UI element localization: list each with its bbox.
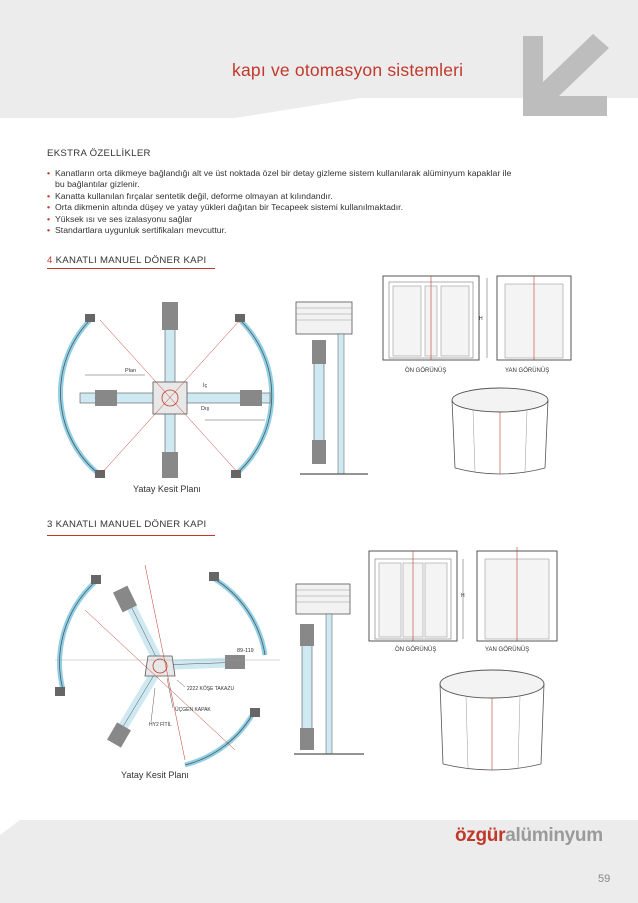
section2-rule: [47, 535, 215, 536]
label-89-119: 89-119: [237, 648, 254, 654]
section1-height-mark: H: [479, 316, 483, 322]
three-wing-section-drawing: [290, 578, 370, 776]
section2-front-view: ÖN GÖRÜNÜŞ: [395, 647, 437, 653]
section2-height-mark: H: [461, 593, 465, 599]
four-wing-perspective: [443, 380, 563, 480]
feature-item: • Kanatların orta dikmeye bağlandığı alt ve üst noktada özel bir detay gizleme sistem kullanılarak alüminyum kapaklar ile bu bağlantılar gizlenir.: [47, 168, 517, 191]
label-kose-takazu: 2222 KÖŞE TAKAZU: [187, 686, 235, 692]
section1-front-view: ÖN GÖRÜNÜŞ: [405, 368, 447, 374]
label-ucgen-kapak: ÜÇGEN KAPAK: [175, 707, 211, 713]
brand-part2: alüminyum: [505, 825, 603, 846]
brand-part1: özgür: [455, 825, 506, 846]
features-list: [47, 168, 517, 236]
section1-heading: [47, 255, 207, 266]
arrow-down-left-icon: [515, 30, 620, 122]
dis-label: Dış: [201, 406, 210, 412]
three-wing-plan-drawing: [45, 560, 290, 785]
four-wing-plan-drawing: [45, 280, 295, 500]
feature-item: • Standartlara uygunluk sertifikaları mevcuttur.: [47, 225, 517, 236]
page-number: 59: [598, 873, 611, 885]
four-wing-section-drawing: [290, 292, 375, 490]
ic-label: İç: [203, 383, 208, 389]
feature-item: • Yüksek ısı ve ses izalasyonu sağlar: [47, 214, 517, 225]
three-wing-perspective: [432, 660, 557, 778]
brand-logo: [455, 825, 603, 847]
section1-title: KANATLI MANUEL DÖNER KAPI: [52, 255, 207, 266]
feature-item: • Kanatta kullanılan fırçalar sentetik değil, deforme olmayan at kılındandır.: [47, 191, 517, 202]
page-title: kapı ve otomasyon sistemleri: [232, 60, 464, 80]
section2-heading: 3 KANATLI MANUEL DÖNER KAPI: [47, 519, 207, 530]
feature-item: • Orta dikmenin altında düşey ve yatay yükleri dağıtan bir Tecapeek sistemi kullanılmaktadır.: [47, 202, 517, 213]
plan-label: Plan: [125, 368, 137, 374]
four-wing-elevations: [375, 272, 575, 380]
three-wing-elevations: [365, 545, 570, 657]
label-hy2-fitil: HY2 FİTİL: [149, 722, 172, 728]
extras-heading: EKSTRA ÖZELLİKLER: [47, 148, 151, 159]
section1-number: 4: [47, 255, 53, 266]
section1-rule: [47, 268, 215, 269]
section2-caption: Yatay Kesit Planı: [121, 770, 189, 780]
section2-side-view: YAN GÖRÜNÜŞ: [485, 647, 530, 653]
section1-side-view: YAN GÖRÜNÜŞ: [505, 368, 550, 374]
section1-caption: Yatay Kesit Planı: [133, 484, 201, 494]
